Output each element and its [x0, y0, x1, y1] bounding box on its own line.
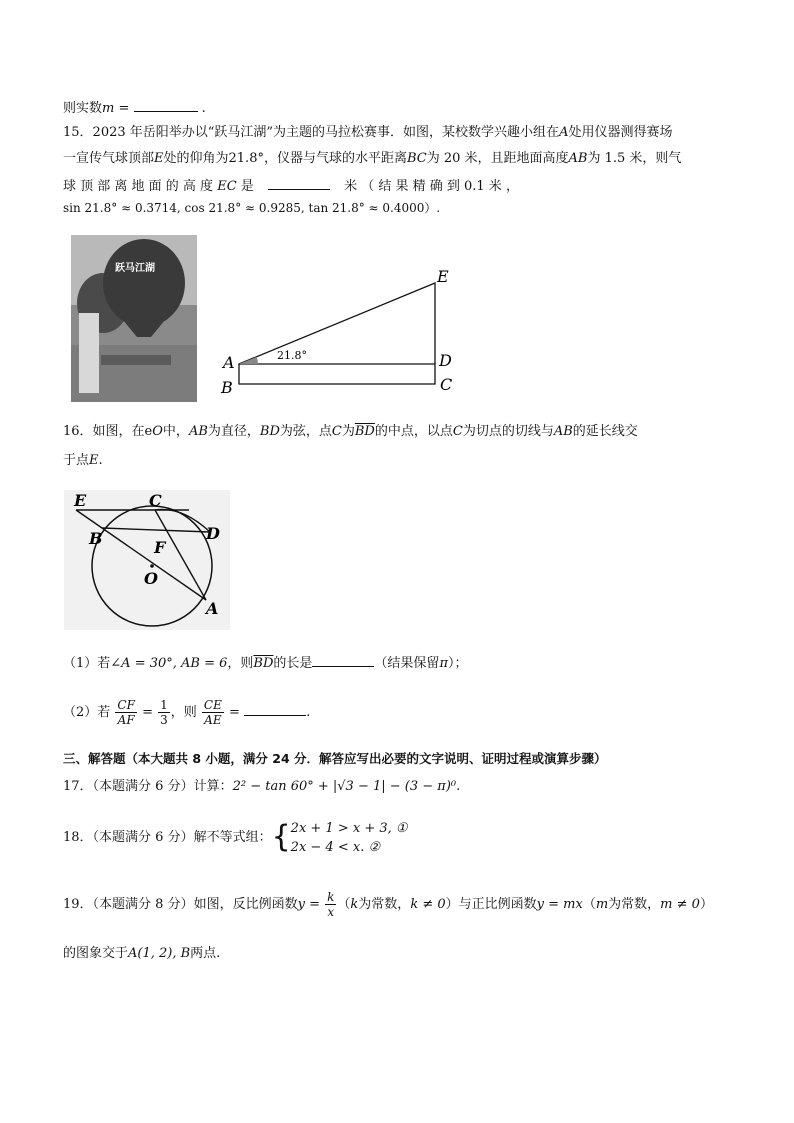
- c-label-O: O: [144, 569, 158, 588]
- inequality-1: 2x + 1 > x + 3, ①: [290, 820, 408, 836]
- label-angle: 21.8°: [277, 349, 307, 362]
- inequality-2: 2x − 4 < x. ②: [290, 839, 381, 855]
- frac-1-3: $\frac{1}{3}$: [160, 698, 168, 727]
- q15-line4: sin 21.8° ≈ 0.3714, cos 21.8° ≈ 0.9285, tan 21.8° ≈ 0.4000）.: [63, 201, 441, 215]
- q15-answer-blank[interactable]: [268, 177, 330, 190]
- c-label-F: F: [154, 538, 166, 557]
- q18-line: 18．（本题满分 6 分）解不等式组：{ 2x + 1 > x + 3, ① 2x − 4 < x. ②: [63, 819, 408, 855]
- c-label-E: E: [74, 491, 87, 510]
- q16-sub1: （1）若∠A = 30°, AB = 6，则$\overline{BD}$的长是 （结果保留π）；: [63, 656, 468, 671]
- system-brace: {: [271, 819, 291, 855]
- q15-line3: 球 顶 部 离 地 面 的 高 度 EC 是 米 （ 结 果 精 确 到 0.1 米 ，: [63, 179, 519, 194]
- q14-var: m: [102, 101, 115, 116]
- label-D: D: [439, 351, 452, 370]
- circle-figure: [64, 490, 230, 630]
- q19-line2: 的图象交于A(1, 2), B两点.: [63, 946, 221, 961]
- q19-line1: 19．（本题满分 8 分）如图，反比例函数y = $\frac{k}{x}$ （k为常数，k ≠ 0）与正比例函数y = mx（m为常数，m ≠ 0）: [63, 890, 713, 919]
- balloon-photo: [71, 235, 197, 402]
- q14-text: 则实数: [63, 101, 103, 116]
- q16-line2: 于点E.: [63, 453, 103, 468]
- section-3-heading: 三、解答题（本大题共 8 小题，满分 24 分．解答应写出必要的文字说明、证明过程或演算步骤）: [63, 751, 607, 766]
- q14-eq: =: [114, 101, 130, 116]
- q16-1-answer-blank[interactable]: [312, 654, 374, 667]
- frac-CE-AE: $\frac{CE}{AE}$: [203, 698, 222, 727]
- q16-line1: 16．如图，在eO中，AB为直径，BD为弦，点C为$\overline{BD}$的中点，以点C为切点的切线与AB的延长线交: [63, 424, 638, 439]
- q14-tail-line: 则实数m = .: [63, 101, 206, 116]
- label-C: C: [440, 375, 453, 394]
- c-label-A: A: [206, 599, 219, 618]
- c-label-B: B: [89, 529, 103, 548]
- elevation-figure: [215, 265, 460, 405]
- c-label-C: C: [149, 491, 162, 510]
- frac-CF-AF: $\frac{CF}{AF}$: [117, 698, 135, 727]
- q15-line1: 15．2023 年岳阳举办以“跃马江湖”为主题的马拉松赛事．如图，某校数学兴趣小组在A处用仪器测得赛场: [63, 125, 673, 140]
- photo-label: 跃马江湖: [115, 263, 155, 274]
- q17-line: 17．（本题满分 6 分）计算：2² − tan 60° + |√3 − 1| − (3 − π)⁰.: [63, 779, 461, 794]
- q15-line2: 一宣传气球顶部E处的仰角为21.8°，仪器与气球的水平距离BC为 20 米，且距地面高度AB为 1.5 米，则气: [63, 151, 682, 166]
- c-label-D: D: [206, 524, 220, 543]
- label-A: A: [223, 353, 235, 372]
- q16-2-answer-blank[interactable]: [244, 703, 306, 716]
- q16-sub2: （2）若 $\frac{CF}{AF}$ = $\frac{1}{3}$ ，则 $\frac{CE}{AE}$ = .: [63, 698, 311, 727]
- frac-k-x: $\frac{k}{x}$: [327, 890, 335, 919]
- arc-BD: $\overline{BD}$: [354, 424, 375, 439]
- label-B: B: [221, 378, 233, 397]
- label-E: E: [437, 267, 449, 286]
- q14-answer-blank[interactable]: [134, 99, 198, 112]
